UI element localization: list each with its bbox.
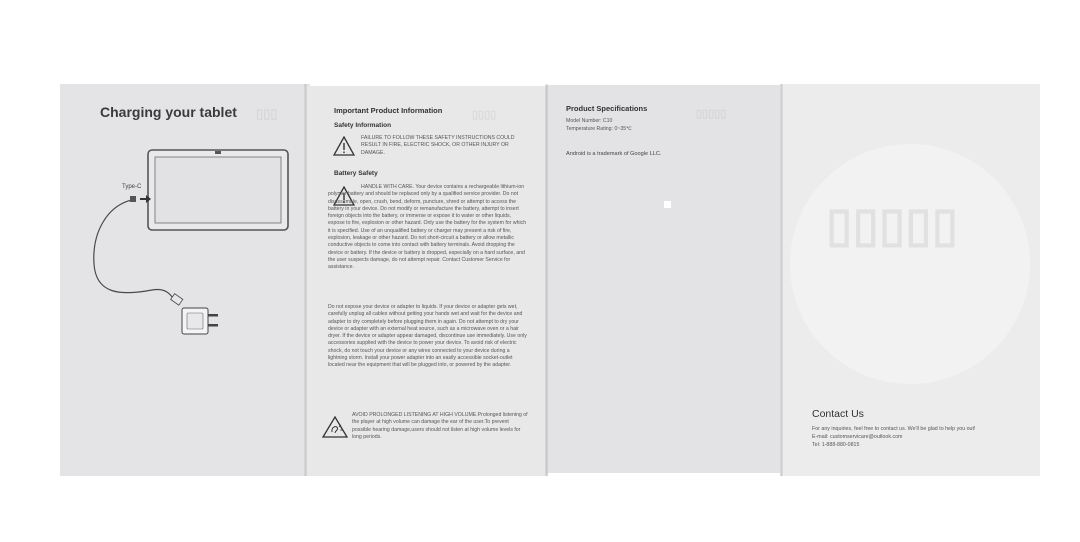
panel-charging [60, 84, 310, 476]
panel-product-info [304, 86, 548, 476]
panel-specifications [546, 85, 782, 473]
show-through-ghost: ▯▯▯▯ [472, 109, 497, 121]
show-through-ghost: ▯▯▯▯▯ [696, 108, 727, 120]
tablet-camera [215, 151, 221, 154]
connector-label: Type-C [122, 184, 142, 190]
hearing-warning-icon [322, 416, 348, 438]
specifications-heading: Product Specifications [566, 104, 648, 113]
print-mark [664, 201, 671, 208]
listening-warning-text: AVOID PROLONGED LISTENING AT HIGH VOLUME.Prolonged listening of the player at high volume can damage the ear of the user.To prevent possible hearing damage,users should not listen at high volume levels for long periods. [352, 412, 528, 440]
contact-phone: Tel: 1-888-880-0815 [812, 442, 860, 448]
power-adapter [182, 308, 218, 334]
liquid-warning-text: Do not expose your device or adapter to liquids. If your device or adapter gets wet, carefully unplug all cables without getting your hands wet and wait for the device and adapter to dry completely before plugging them in again. Do not attempt to dry your device or adapter with an external heat source, such as a microwave oven or a hair dryer. If the device or adapter appear damaged, discontinue use immediately. Use only accessories supplied with the device to power your device. To avoid risk of electric shock, do not touch your device or any wires connected to your device during a lightning storm. Install your power adapter into an easily accessible socket-outlet located near the equipment that will be plugged into, or powered by the adapter. [328, 304, 527, 369]
model-number: Model Number: C10 [566, 118, 613, 124]
show-through-ghost: ▯▯▯ [256, 106, 278, 121]
contact-title: Contact Us [812, 408, 864, 420]
charging-illustration [60, 84, 310, 476]
show-through-circle [790, 144, 1030, 384]
charging-title: Charging your tablet [100, 104, 237, 120]
fold-line [304, 84, 307, 476]
temperature-rating: Temperature Rating: 0~35℃ [566, 126, 632, 132]
contact-intro: For any inquiries, feel free to contact us. We'll be glad to help you out! [812, 426, 976, 432]
panel-contact [780, 84, 1040, 476]
warning-icon [333, 136, 355, 156]
show-through-logo: ▯▯▯▯▯ [826, 205, 959, 258]
fold-line [545, 84, 548, 476]
battery-safety-heading: Battery Safety [334, 170, 378, 177]
tablet-screen [155, 157, 281, 223]
fold-line [780, 84, 783, 476]
usb-c-plug [130, 196, 136, 202]
safety-info-text: FAILURE TO FOLLOW THESE SAFETY INSTRUCTIONS COULD RESULT IN FIRE, ELECTRIC SHOCK, OR OTHER INJURY OR DAMAGE. [361, 135, 515, 156]
product-info-heading: Important Product Information [334, 106, 443, 115]
trademark-notice: Android is a trademark of Google LLC. [566, 151, 662, 157]
contact-email: E-mail: customservicare@outlook.com [812, 434, 903, 440]
safety-info-heading: Safety Information [334, 122, 392, 129]
battery-safety-text: HANDLE WITH CARE. Your device contains a rechargeable lithium-ion polymer battery and should be replaced only by a qualified service provider. Do not disassemble, open, crush, bend, deform, puncture, shred or attempt to access the battery in your device. Do not modify or remanufacture the battery, attempt to insert foreign objects into the battery, or immerse or expose it to water or other liquids, expose to fire, explosion or other hazard. Only use the battery for the system for which it is specified. Use of an unqualified battery or charger may present a risk of fire, explosion, leakage or other hazard. Do not short-circuit a battery or allow metallic conductive objects to come into contact with battery terminals. Avoid dropping the device or battery. If the device or battery is dropped, especially on a hard surface, and the user suspects damage, do not attempt repair. Contact Customer Service for assistance. [328, 184, 527, 271]
